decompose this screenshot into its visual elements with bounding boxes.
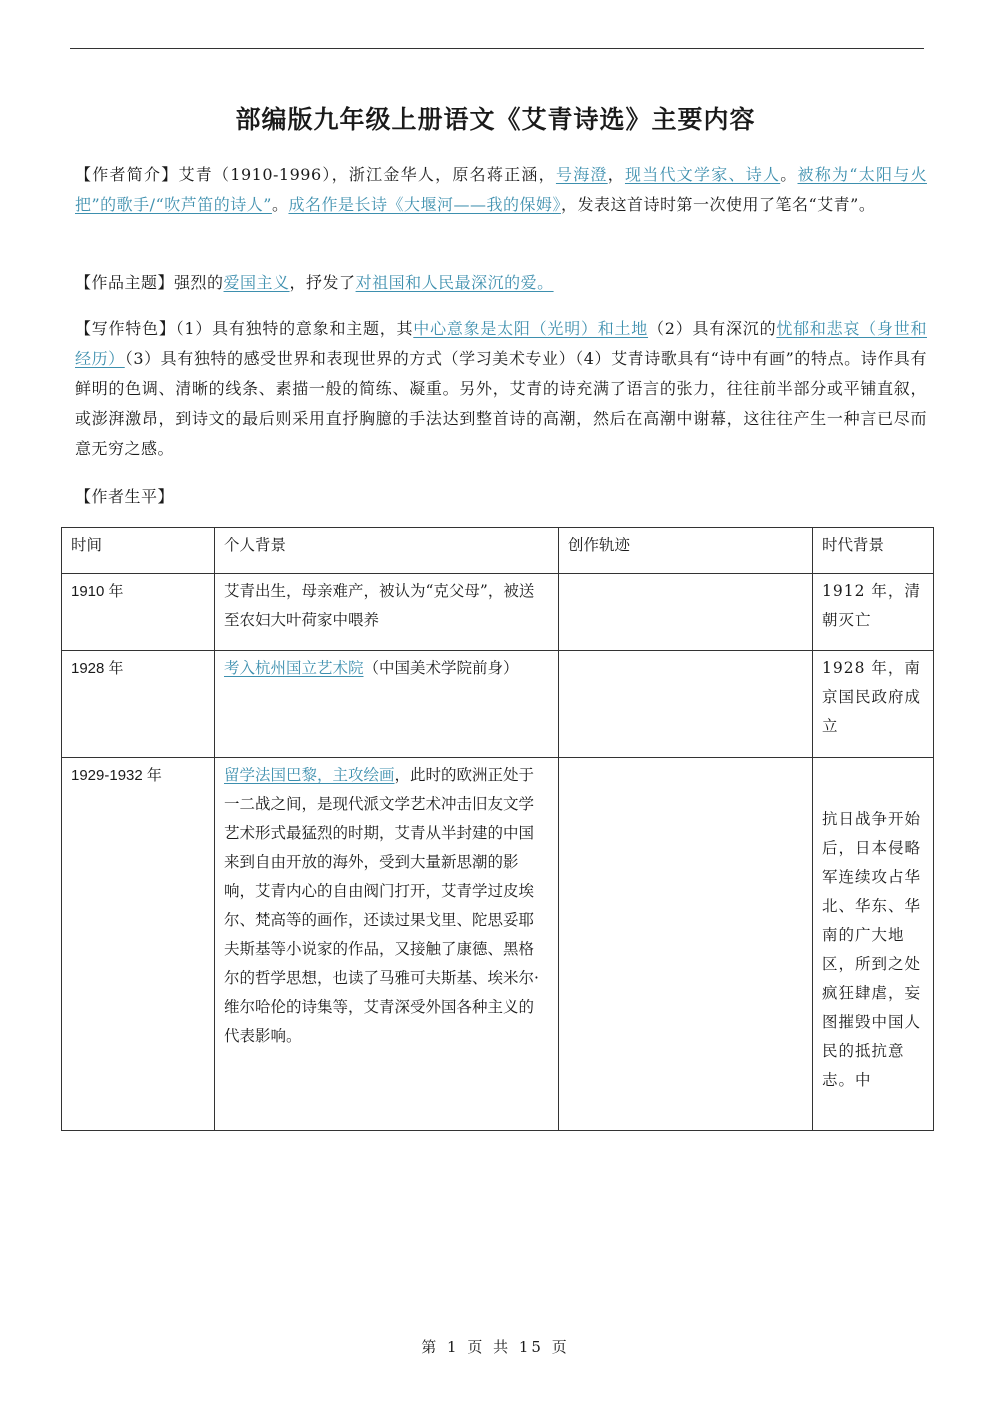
features-text: （2）具有深沉的 bbox=[648, 319, 777, 338]
theme-paragraph bbox=[75, 268, 927, 298]
theme-label: 【作品主题】 bbox=[75, 273, 175, 292]
cell-era: 1912 年，清朝灭亡 bbox=[813, 574, 934, 651]
header-era: 时代背景 bbox=[813, 528, 934, 574]
header-works: 创作轨迹 bbox=[559, 528, 813, 574]
cell-personal bbox=[215, 758, 559, 1131]
cell-personal-text: ，此时的欧洲正处于一二战之间，是现代派文学艺术冲击旧友文学艺术形式最猛烈的时期，艾青从半封建的中国来到自由开放的海外，受到大量新思潮的影响，艾青内心的自由阀门打开，艾青学过皮埃尔、梵高等的画作，还读过果戈里、陀思妥耶夫斯基等小说家的作品，又接触了康德、黑格尔的哲学思想，也读了马雅可夫斯基、埃米尔·维尔哈伦的诗集等，艾青深受外国各种主义的代表影响。 bbox=[224, 766, 539, 1045]
highlight-pen-name: 号海澄 bbox=[555, 165, 608, 184]
header-personal: 个人背景 bbox=[215, 528, 559, 574]
page-footer: 第 1 页 共 15 页 bbox=[421, 1338, 570, 1356]
table-row bbox=[62, 758, 934, 1131]
cell-works bbox=[559, 651, 813, 758]
features-text: （3）具有独特的感受世界和表现世界的方式（学习美术专业）（4）艾青诗歌具有“诗中有画”的特点。诗作具有鲜明的色调、清晰的线条、素描一般的简练、凝重。另外，艾青的诗充满了语言的张力，往往前半部分或平铺直叙，或澎湃激昂，到诗文的最后则采用直抒胸臆的手法达到整首诗的高潮，然后在高潮中谢幕，这往往产生一种言已尽而意无穷之感。 bbox=[75, 349, 927, 458]
theme-text: ，抒发了 bbox=[289, 273, 356, 292]
biography-table bbox=[61, 527, 934, 1131]
life-section-heading: 【作者生平】 bbox=[75, 487, 175, 506]
cell-era: 抗日战争开始后，日本侵略军连续攻占华北、华东、华南的广大地区，所到之处疯狂肆虐，妄图摧毁中国人民的抵抗意志。中 bbox=[813, 758, 934, 1131]
highlight-study-paris: 留学法国巴黎，主攻绘画 bbox=[224, 766, 395, 784]
features-text: （1）具有独特的意象和主题，其 bbox=[175, 319, 414, 338]
cell-time: 1928 年 bbox=[62, 651, 215, 758]
highlight-melancholy: 忧郁和悲哀（身世和经历） bbox=[75, 319, 927, 368]
table-row bbox=[62, 651, 934, 758]
author-intro-text: ，发表这首诗时第一次使用了笔名“艾青”。 bbox=[560, 195, 876, 214]
author-intro-paragraph bbox=[75, 160, 927, 220]
theme-text: 强烈的 bbox=[174, 273, 224, 292]
cell-personal: 艾青出生，母亲难产，被认为“克父母”，被送至农妇大叶荷家中喂养 bbox=[215, 574, 559, 651]
header-time: 时间 bbox=[62, 528, 215, 574]
cell-time: 1910 年 bbox=[62, 574, 215, 651]
cell-works bbox=[559, 574, 813, 651]
cell-personal bbox=[215, 651, 559, 758]
highlight-profession: 现当代文学家、诗人 bbox=[624, 165, 781, 184]
highlight-deep-love: 对祖国和人民最深沉的爱。 bbox=[355, 273, 554, 292]
table-header-row bbox=[62, 528, 934, 574]
author-intro-text: ， bbox=[607, 165, 625, 184]
highlight-art-academy: 考入杭州国立艺术院 bbox=[224, 659, 364, 677]
author-intro-label: 【作者简介】 bbox=[75, 165, 179, 184]
features-label: 【写作特色】 bbox=[75, 319, 176, 338]
highlight-patriotism: 爱国主义 bbox=[223, 273, 290, 292]
author-intro-text: 。 bbox=[271, 195, 289, 214]
features-paragraph bbox=[75, 314, 927, 464]
table-row bbox=[62, 574, 934, 651]
page-title: 部编版九年级上册语文《艾青诗选》主要内容 bbox=[235, 105, 756, 134]
cell-personal-text: （中国美术学院前身） bbox=[363, 659, 519, 677]
author-intro-text: 艾青（1910-1996），浙江金华人，原名蒋正涵， bbox=[178, 165, 556, 184]
cell-time: 1929-1932 年 bbox=[62, 758, 215, 1131]
highlight-famous-work: 成名作是长诗《大堰河——我的保姆》 bbox=[288, 195, 561, 214]
cell-era: 1928 年，南京国民政府成立 bbox=[813, 651, 934, 758]
cell-works bbox=[559, 758, 813, 1131]
header-rule bbox=[70, 48, 924, 49]
author-intro-text: 。 bbox=[780, 165, 798, 184]
highlight-central-imagery: 中心意象是太阳（光明）和土地 bbox=[413, 319, 649, 338]
highlight-title-nickname: 被称为“太阳与火把”的歌手/“吹芦笛的诗人” bbox=[75, 165, 927, 214]
